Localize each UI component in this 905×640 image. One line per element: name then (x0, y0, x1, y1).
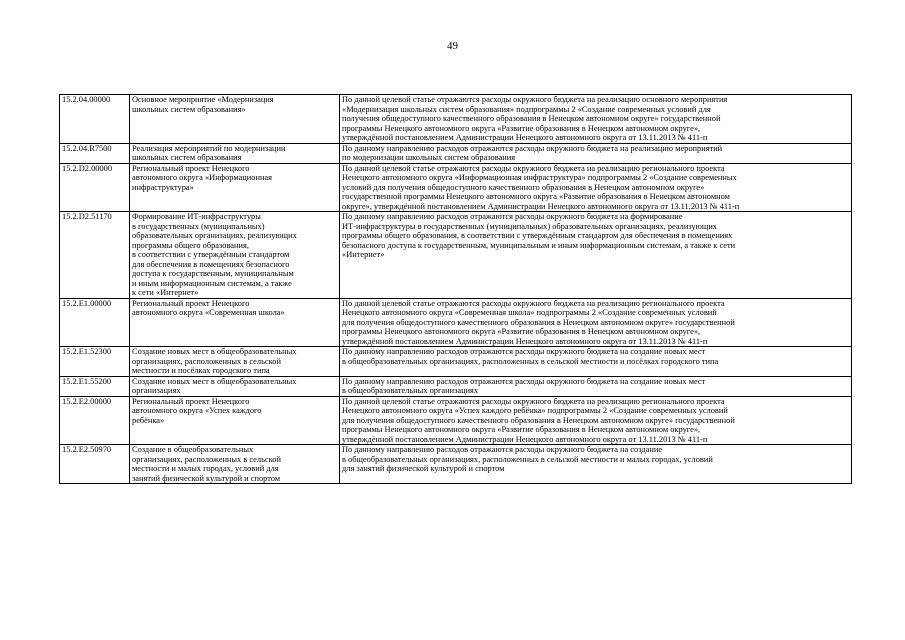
row-description-text: По данному направлению расходов отражаются расходы окружного бюджета на реализацию мероприятий по модернизации школьных систем образования (342, 143, 723, 162)
row-description-text: По данному направлению расходов отражаются расходы окружного бюджета на создание в общеобразовательных организациях, расположенных в сельской местности и малых городах, условий для занятий физической культурой и спортом (342, 445, 713, 473)
table-row (60, 95, 852, 144)
row-description-text: По данной целевой статье отражаются расходы окружного бюджета на реализацию регионального проекта Ненецкого автономного округа «Информационная инфраструктура» подпрограммы 2 «Создание современных условий для получения общедоступного качественного образования в Ненецком автономном округе» государственной программы Ненецкого автономного округа «Развитие образования в Ненецком автономном округе», утверждённой постановлением Администрации Ненецкого автономного округа от 13.11.2013 № 411-п (342, 163, 740, 211)
row-name-text: Создание в общеобразовательных организациях, расположенных в сельской местности и малых городах, условий для занятий физической культурой и спортом (132, 445, 281, 483)
row-description-text: По данному направлению расходов отражаются расходы окружного бюджета на создание новых мест в общеобразовательных организациях, расположенных в сельской местности и посёлках городского типа (342, 347, 719, 366)
row-code-cell: 15.2.E2.00000 (60, 396, 130, 445)
table-row (60, 396, 852, 445)
row-description-cell (340, 95, 852, 144)
table-row (60, 445, 852, 484)
budget-classification-table (59, 94, 852, 484)
row-description-text: По данной целевой статье отражаются расходы окружного бюджета на реализацию регионального проекта Ненецкого автономного округа «Современная школа» подпрограммы 2 «Создание современных условий для получения общедоступного качественного образования в Ненецком автономном округе» государственной программы Ненецкого автономного округа «Развитие образования в Ненецком автономном округе», утверждённой постановлением Администрации Ненецкого автономного округа от 13.11.2013 № 411-п (342, 298, 735, 346)
row-description-cell (340, 298, 852, 347)
row-name-text: Формирование ИТ-инфраструктуры в государственных (муниципальных) образовательных организациях, реализующих программы общего образования, в соответствии с утверждённым стандартом для обеспечения в помещениях безопасного доступа к государственным, муниципальным и иным информационным системам, а также к сети «Интернет» (132, 212, 297, 297)
row-name-cell (130, 95, 340, 144)
row-name-cell (130, 376, 340, 396)
row-name-cell (130, 298, 340, 347)
table-row (60, 212, 852, 299)
row-name-text: Основное мероприятие «Модернизация школьных систем образования» (132, 95, 274, 114)
table-row (60, 143, 852, 163)
row-name-cell (130, 163, 340, 212)
row-name-cell (130, 445, 340, 484)
row-code-cell: 15.2.E1.00000 (60, 298, 130, 347)
table-row (60, 376, 852, 396)
row-code-cell: 15.2.D2.00000 (60, 163, 130, 212)
row-description-cell (340, 163, 852, 212)
row-name-text: Региональный проект Ненецкого автономного округа «Информационная инфраструктура» (132, 163, 272, 192)
row-name-text: Региональный проект Ненецкого автономного округа «Современная школа» (132, 298, 285, 317)
table-row (60, 163, 852, 212)
row-description-cell (340, 143, 852, 163)
row-code-cell: 15.2.E1.52300 (60, 347, 130, 377)
row-description-cell (340, 347, 852, 377)
row-name-text: Реализация мероприятий по модернизации школьных систем образования (132, 143, 286, 162)
row-description-cell (340, 376, 852, 396)
row-code-cell: 15.2.04.R7500 (60, 143, 130, 163)
row-name-cell (130, 212, 340, 299)
row-name-text: Создание новых мест в общеобразовательных организациях, расположенных в сельской местности и посёлках городского типа (132, 347, 297, 375)
table-row (60, 347, 852, 377)
row-name-cell (130, 347, 340, 377)
page-number: 49 (447, 40, 458, 52)
row-code-cell: 15.2.04.00000 (60, 95, 130, 144)
row-code-cell: 15.2.E2.50970 (60, 445, 130, 484)
row-code-cell: 15.2.D2.51170 (60, 212, 130, 299)
row-name-cell (130, 143, 340, 163)
row-description-text: По данному направлению расходов отражаются расходы окружного бюджета на создание новых мест в общеобразовательных организациях (342, 376, 706, 395)
row-description-cell (340, 396, 852, 445)
row-name-text: Региональный проект Ненецкого автономного округа «Успех каждого ребёнка» (132, 396, 262, 425)
row-name-text: Создание новых мест в общеобразовательных организациях (132, 376, 297, 395)
row-description-text: По данной целевой статье отражаются расходы окружного бюджета на реализацию основного мероприятия «Модернизация школьных систем образования» подпрограммы 2 «Создание современных условий для получения общедоступного качественного образования в Ненецком автономном округе» государственной программы Ненецкого автономного округа «Развитие образования в Ненецком автономном округе», утверждённой постановлением Администрации Ненецкого автономного округа от 13.11.2013 № 411-п (342, 95, 728, 142)
row-name-cell (130, 396, 340, 445)
table-row (60, 298, 852, 347)
row-description-text: По данному направлению расходов отражаются расходы окружного бюджета на формирование ИТ-инфраструктуры в государственных (муниципальных) образовательных организациях, реализующих программы общего образования, в соответствии с утверждённым стандартом для обеспечения в помещениях безопасного доступа к государственным, муниципальным и иным информационным системам, а также к сети «Интернет» (342, 212, 736, 259)
row-description-text: По данной целевой статье отражаются расходы окружного бюджета на реализацию регионального проекта Ненецкого автономного округа «Успех каждого ребёнка» подпрограммы 2 «Создание современных условий для получения общедоступного качественного образования в Ненецком автономном округе» государственной программы Ненецкого автономного округа «Развитие образования в Ненецком автономном округе», утверждённой постановлением Администрации Ненецкого автономного округа от 13.11.2013 № 411-п (342, 396, 735, 444)
row-code-cell: 15.2.E1.55200 (60, 376, 130, 396)
row-description-cell (340, 445, 852, 484)
row-description-cell (340, 212, 852, 299)
